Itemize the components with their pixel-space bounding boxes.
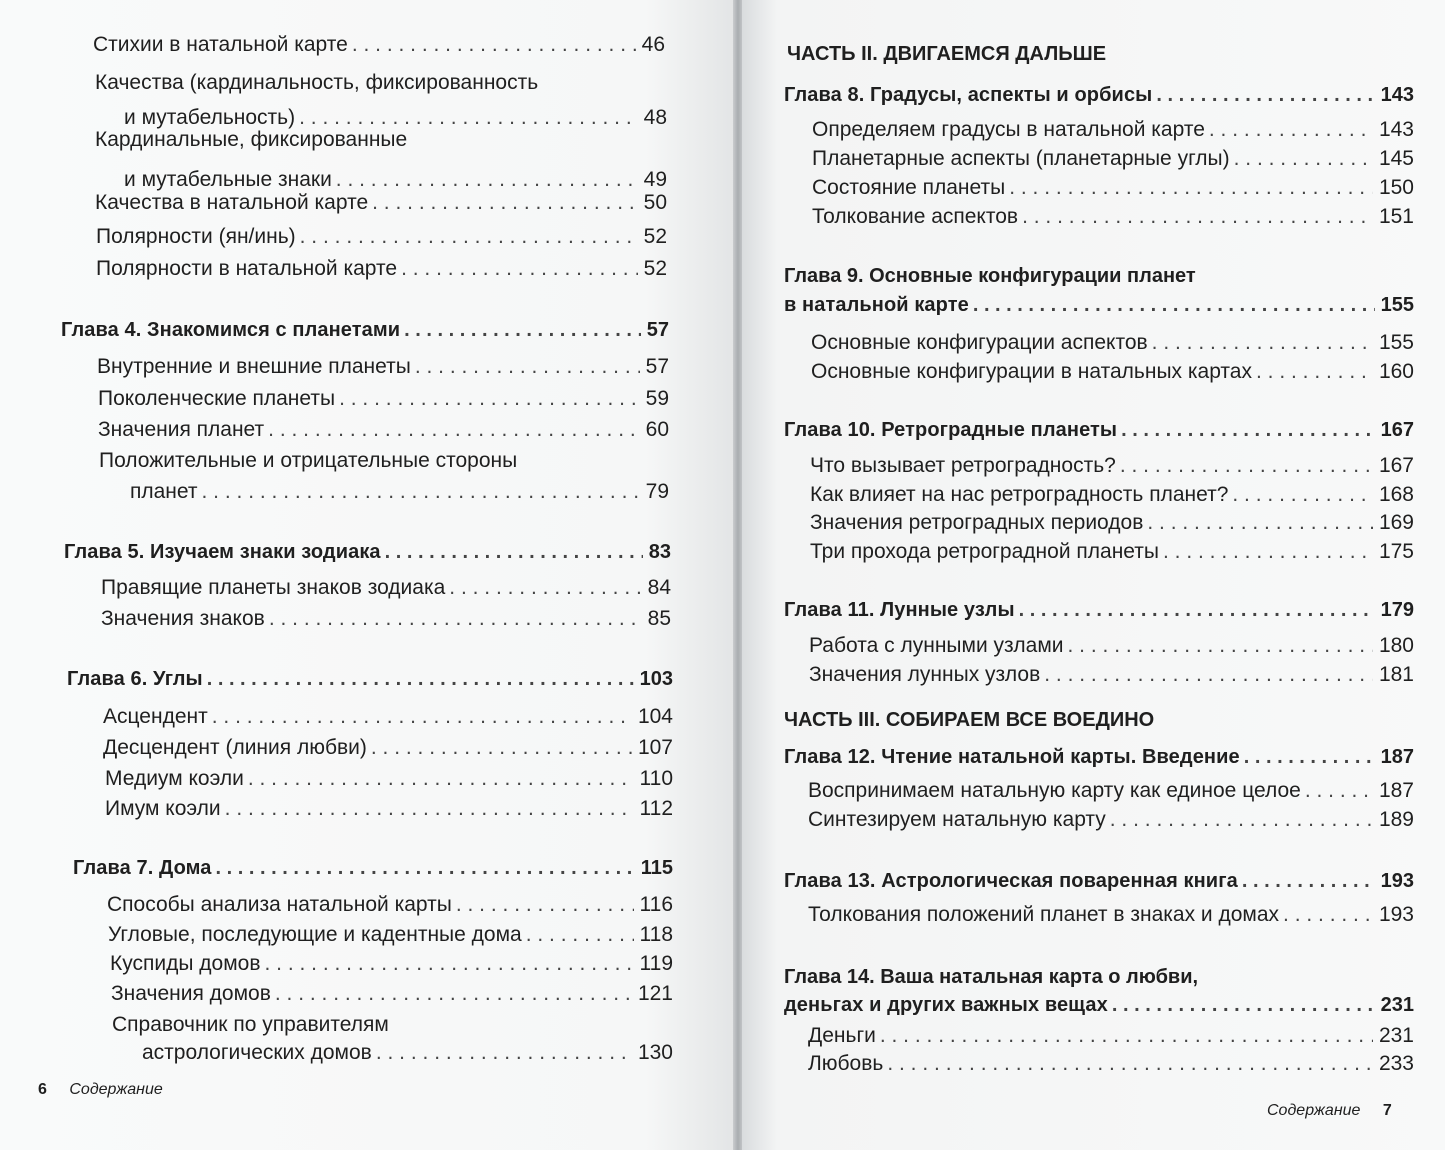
entry-title: Значения ретроградных периодов [810,511,1144,534]
leader-dots [1152,328,1373,358]
page-folio-number: 6 [38,1081,47,1098]
page-number: 50 [643,191,667,214]
page-number: 180 [1378,634,1414,657]
entry-title: Деньги [808,1024,876,1047]
chapter-title: деньгах и других важных вещах [784,994,1108,1016]
toc-entry[interactable] [809,660,1414,690]
page-number: 167 [1380,419,1414,441]
toc-entry[interactable] [809,631,1414,661]
entry-title: Определяем градусы в натальной карте [812,118,1205,141]
chapter-title: Глава 13. Астрологическая поваренная книга [784,870,1238,892]
toc-entry[interactable] [130,477,669,507]
page-number: 143 [1380,84,1414,106]
entry-title: Основные конфигурации аспектов [811,331,1148,354]
leader-dots [1234,144,1373,174]
chapter-title-line: Глава 14. Ваша натальная карта о любви, [784,966,1199,988]
toc-entry[interactable] [808,900,1414,930]
toc-entry[interactable] [810,480,1414,510]
leader-dots [225,794,634,824]
entry-title: Планетарные аспекты (планетарные углы) [812,147,1230,170]
leader-dots [216,853,635,883]
page-number: 103 [639,668,673,690]
leader-dots [1232,480,1373,510]
entry-title: Любовь [808,1052,884,1075]
page-number: 119 [639,952,673,975]
entry-title-line: Справочник по управителям [112,1013,389,1036]
leader-dots [269,604,642,634]
toc-entry[interactable] [811,357,1414,387]
toc-entry[interactable] [98,384,669,414]
entry-title-line: Кардинальные, фиксированные [95,128,408,151]
chapter-title: Глава 6. Углы [67,668,203,690]
toc-chapter[interactable] [784,290,1414,320]
leader-dots [415,352,640,382]
toc-chapter[interactable] [64,537,671,567]
entry-title: Значения лунных узлов [809,663,1041,686]
toc-right [742,0,1445,1150]
page-number: 168 [1378,483,1414,506]
leader-dots [1156,80,1374,110]
leader-dots [1305,776,1373,806]
page-number: 155 [1380,294,1414,316]
entry-title: Способы анализа натальной карты [107,893,452,916]
page-number: 130 [637,1041,673,1064]
entry-title: Стихии в натальной карте [93,33,348,56]
leader-dots [268,415,639,445]
leader-dots [880,1021,1373,1051]
chapter-title: Глава 8. Градусы, аспекты и орбисы [784,84,1153,106]
page-number: 181 [1378,663,1414,686]
chapter-title: Глава 10. Ретроградные планеты [784,419,1118,441]
leader-dots [248,764,634,794]
toc-entry[interactable] [808,805,1414,835]
entry-title: Качества в натальной карте [95,191,369,214]
page-number: 150 [1378,176,1414,199]
toc-entry[interactable] [812,144,1414,174]
toc-entry[interactable] [101,573,671,603]
leader-dots [456,890,634,920]
entry-title: Работа с лунными узлами [809,634,1064,657]
leader-dots [887,1049,1373,1079]
entry-title: Полярности (ян/инь) [96,225,296,248]
page-number: 167 [1378,454,1414,477]
leader-dots [372,188,638,218]
leader-dots [1120,451,1373,481]
entry-title-line: Положительные и отрицательные стороны [99,449,518,472]
page-number: 116 [639,893,673,916]
page-footer [38,1080,163,1100]
leader-dots [385,537,643,567]
entry-title: Толкование аспектов [812,205,1019,228]
toc-chapter[interactable] [784,990,1414,1020]
leader-dots [300,222,638,252]
page-number: 107 [637,736,673,759]
entry-title: Поколенческие планеты [98,387,336,410]
part-heading: ЧАСТЬ III. СОБИРАЕМ ВСЕ ВОЕДИНО [784,709,1155,731]
toc-entry[interactable] [107,890,673,920]
toc-chapter[interactable] [784,742,1414,772]
leader-dots [1068,631,1373,661]
leader-dots [376,1038,632,1068]
toc-chapter[interactable] [784,595,1414,625]
toc-chapter[interactable] [784,80,1414,110]
page-number: 169 [1378,511,1414,534]
toc-chapter[interactable] [784,866,1414,896]
entry-title: Основные конфигурации в натальных картах [811,360,1252,383]
toc-entry[interactable] [96,254,667,284]
entry-title: Имум коэли [105,797,221,820]
toc-entry[interactable] [108,920,673,950]
leader-dots [1019,595,1375,625]
toc-entry[interactable] [105,764,673,794]
leader-dots [1110,805,1373,835]
toc-entry[interactable] [808,1021,1414,1051]
leader-dots [1121,415,1375,445]
entry-title: Как влияет на нас ретроградность планет? [810,483,1229,506]
leader-dots [265,949,634,979]
page-number: 83 [648,541,671,563]
toc-chapter[interactable] [61,315,669,345]
page-number: 175 [1378,540,1414,563]
entry-title: Угловые, последующие и кадентные дома [108,923,522,946]
toc-entry[interactable] [111,979,673,1009]
leader-dots [275,979,632,1009]
leader-dots [1112,990,1375,1020]
running-footer-label: Содержание [1267,1102,1361,1119]
part-heading: ЧАСТЬ II. ДВИГАЕМСЯ ДАЛЬШЕ [787,43,1107,65]
entry-title: Куспиды домов [110,952,261,975]
chapter-title: Глава 7. Дома [73,857,212,879]
page-number: 49 [643,168,667,191]
toc-entry[interactable] [96,222,667,252]
chapter-title: Глава 4. Знакомимся с планетами [61,319,401,341]
leader-dots [404,315,641,345]
leader-dots [1283,900,1373,930]
page-number: 112 [639,797,673,820]
chapter-title: в натальной карте [784,294,969,316]
toc-chapter[interactable] [73,853,673,883]
toc-entry[interactable] [110,949,673,979]
entry-title: и мутабельность) [124,106,296,129]
entry-title: Внутренние и внешние планеты [97,355,411,378]
entry-title: Асцендент [103,705,208,728]
page-number: 57 [646,319,669,341]
page-number: 52 [643,257,667,280]
chapter-title: Глава 12. Чтение натальной карты. Введение [784,746,1240,768]
toc-entry[interactable] [142,1038,673,1068]
toc-entry[interactable] [93,30,665,60]
right-page [742,0,1445,1150]
leader-dots [207,664,634,694]
toc-entry[interactable] [97,352,669,382]
page-number: 155 [1378,331,1414,354]
leader-dots [202,477,640,507]
toc-entry[interactable] [810,451,1414,481]
toc-entry[interactable] [103,733,673,763]
chapter-title: Глава 5. Изучаем знаки зодиака [64,541,381,563]
leader-dots [212,702,632,732]
leader-dots [1022,202,1373,232]
toc-entry[interactable] [103,702,673,732]
toc-entry[interactable] [808,776,1414,806]
page-footer [1267,1101,1392,1121]
leader-dots [352,30,636,60]
page-number: 110 [639,767,673,790]
entry-title: Что вызывает ретроградность? [810,454,1116,477]
toc-entry[interactable] [812,173,1414,203]
page-number: 84 [647,576,671,599]
running-footer-label: Содержание [69,1081,163,1098]
entry-title: Воспринимаем натальную карту как единое целое [808,779,1301,802]
leader-dots [1163,537,1373,567]
entry-title: Состояние планеты [812,176,1006,199]
toc-chapter[interactable] [784,415,1414,445]
toc-entry[interactable] [812,202,1414,232]
leader-dots [449,573,641,603]
page-number: 145 [1378,147,1414,170]
page-number: 187 [1380,746,1414,768]
entry-title: планет [130,480,198,503]
chapter-title: Глава 11. Лунные узлы [784,599,1015,621]
leader-dots [1244,742,1375,772]
leader-dots [526,920,634,950]
entry-title: Синтезируем натальную карту [808,808,1106,831]
leader-dots [973,290,1375,320]
leader-dots [1242,866,1375,896]
page-number: 115 [640,857,673,879]
page-number: 231 [1380,994,1414,1016]
entry-title: Значения знаков [101,607,265,630]
entry-title: и мутабельные знаки [124,168,332,191]
chapter-title-line: Глава 9. Основные конфигурации планет [784,265,1196,287]
entry-title: Десцендент (линия любви) [103,736,367,759]
toc-entry[interactable] [95,188,667,218]
leader-dots [1209,115,1373,145]
entry-title: астрологических домов [142,1041,372,1064]
entry-title: Значения домов [111,982,271,1005]
page-number: 121 [637,982,673,1005]
page-number: 48 [643,106,667,129]
page-number: 189 [1378,808,1414,831]
toc-entry[interactable] [810,537,1414,567]
page-number: 193 [1378,903,1414,926]
page-folio-number: 7 [1382,1102,1392,1119]
page-number: 59 [645,387,669,410]
entry-title: Правящие планеты знаков зодиака [101,576,446,599]
page-number: 57 [645,355,669,378]
toc-chapter[interactable] [67,664,673,694]
page-number: 118 [639,923,673,946]
leader-dots [1009,173,1373,203]
leader-dots [371,733,632,763]
page-number: 160 [1378,360,1414,383]
leader-dots [1147,508,1373,538]
page-number: 193 [1380,870,1414,892]
leader-dots [401,254,638,284]
toc-entry[interactable] [808,1049,1414,1079]
entry-title: Толкования положений планет в знаках и домах [808,903,1280,926]
toc-entry[interactable] [810,508,1414,538]
page-number: 46 [641,33,665,56]
toc-entry[interactable] [101,604,671,634]
entry-title: Медиум коэли [105,767,244,790]
page-number: 79 [645,480,669,503]
page-number: 60 [645,418,669,441]
page-number: 85 [647,607,671,630]
entry-title: Три прохода ретроградной планеты [810,540,1159,563]
entry-title-line: Качества (кардинальность, фиксированность [95,71,539,94]
toc-entry[interactable] [812,115,1414,145]
page-number: 187 [1378,779,1414,802]
page-number: 179 [1380,599,1414,621]
toc-entry[interactable] [811,328,1414,358]
leader-dots [339,384,640,414]
leader-dots [1256,357,1373,387]
page-number: 52 [643,225,667,248]
leader-dots [1044,660,1373,690]
toc-entry[interactable] [98,415,669,445]
page-number: 151 [1378,205,1414,228]
entry-title: Значения планет [98,418,265,441]
toc-entry[interactable] [105,794,673,824]
entry-title: Полярности в натальной карте [96,257,398,280]
page-number: 233 [1378,1052,1414,1075]
page-number: 143 [1378,118,1414,141]
page-number: 104 [637,705,673,728]
page-number: 231 [1378,1024,1414,1047]
